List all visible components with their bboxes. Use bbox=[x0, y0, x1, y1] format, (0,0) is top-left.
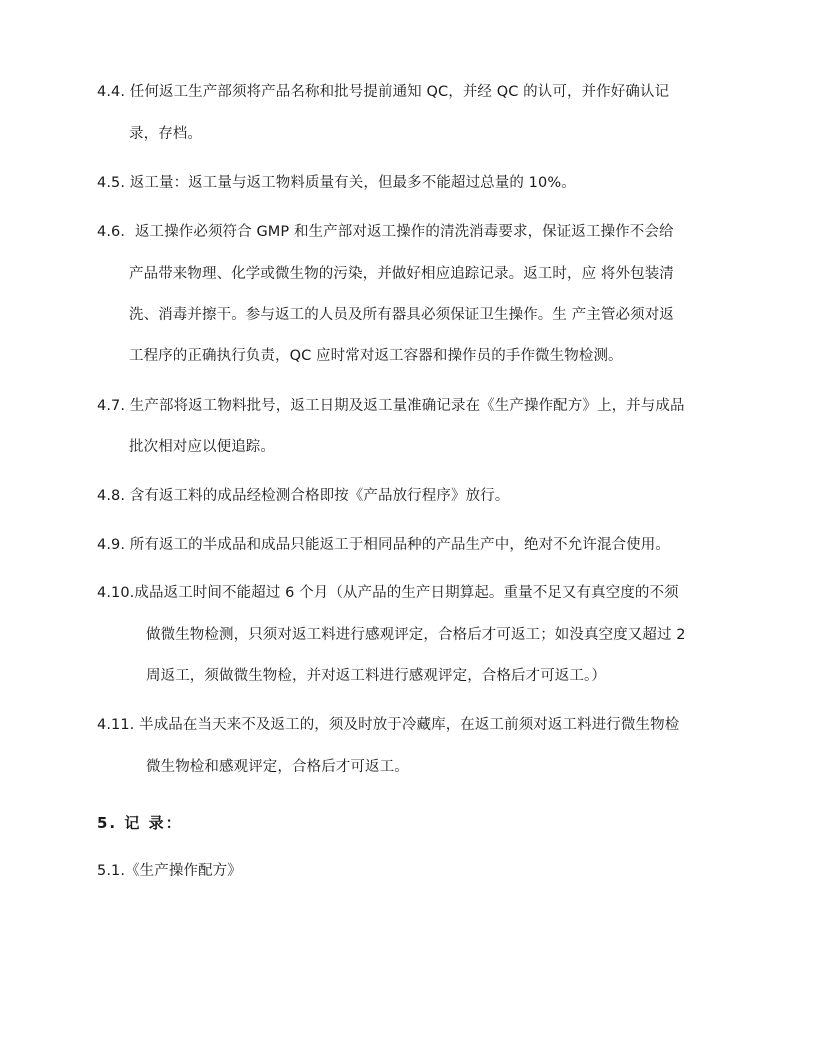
para-4-6-line-1: 4.6．返工操作必须符合 GMP 和生产部对返工操作的清洗消毒要求，保证返工操作不会给 bbox=[97, 224, 674, 240]
para-4-9-line-1: 4.9. 所有返工的半成品和成品只能返工于相同品种的产品生产中，绝对不允许混合使用。 bbox=[97, 537, 670, 553]
para-4-6-line-3: 洗、消毒并擦干。参与返工的人员及所有器具必须保证卫生操作。生 产主管必须对返 bbox=[129, 307, 674, 323]
para-4-6-line-2: 产品带来物理、化学或微生物的污染，并做好相应追踪记录。返工时，应 将外包装清 bbox=[129, 266, 674, 282]
para-4-8-line-1: 4.8. 含有返工料的成品经检测合格即按《产品放行程序》放行。 bbox=[97, 488, 510, 504]
para-4-7-line-2: 批次相对应以便追踪。 bbox=[129, 439, 275, 455]
para-4-7-line-1: 4.7. 生产部将返工物料批号，返工日期及返工量准确记录在《生产操作配方》上，并与成品 bbox=[97, 398, 685, 414]
para-4-6-line-4: 工程序的正确执行负责，QC 应时常对返工容器和操作员的手作微生物检测。 bbox=[129, 348, 623, 364]
para-4-11-line-2: 微生物检和感观评定，合格后才可返工。 bbox=[146, 759, 409, 775]
para-4-4-line-2: 录，存档。 bbox=[129, 126, 202, 142]
para-4-10-line-3: 周返工，须做微生物检，并对返工料进行感观评定，合格后才可返工。） bbox=[146, 668, 606, 684]
records-item-5-1: 5.1.《生产操作配方》 bbox=[97, 863, 242, 879]
para-4-4-line-1: 4.4. 任何返工生产部须将产品名称和批号提前通知 QC，并经 QC 的认可，并作好确认记 bbox=[97, 84, 670, 100]
para-4-11-line-1: 4.11. 半成品在当天来不及返工的，须及时放于冷藏库，在返工前须对返工料进行微生物检 bbox=[97, 717, 680, 733]
para-4-10-line-1: 4.10.成品返工时间不能超过 6 个月（从产品的生产日期算起。重量不足又有真空度的不须 bbox=[97, 585, 679, 601]
para-4-5-line-1: 4.5. 返工量：返工量与返工物料质量有关，但最多不能超过总量的 10%。 bbox=[97, 175, 576, 191]
records-heading: 5. 记 录： bbox=[97, 814, 183, 832]
para-4-10-line-2: 做微生物检测，只须对返工料进行感观评定，合格后才可返工；如没真空度又超过 2 bbox=[146, 627, 686, 643]
